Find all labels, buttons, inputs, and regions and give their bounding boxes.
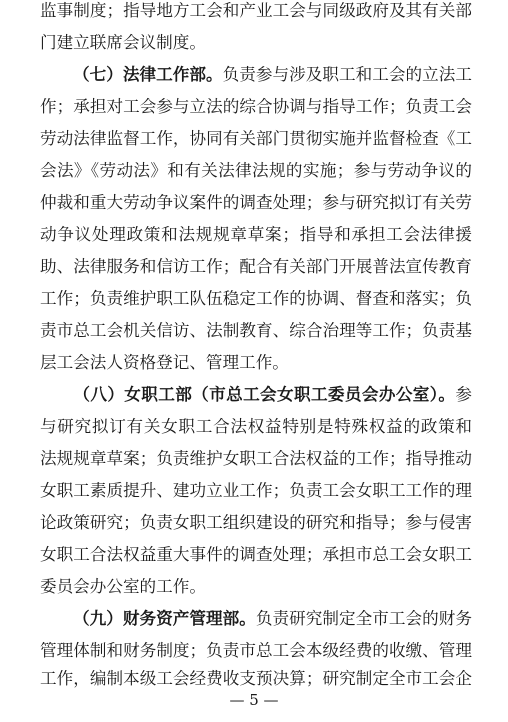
text-line: 作；承担对工会参与立法的综合协调与指导工作；负责工会 (40, 97, 472, 116)
text-line: 法规规章草案；负责维护女职工合法权益的工作；指导推动 (40, 449, 472, 468)
text-line: 仲裁和重大劳动争议案件的调查处理；参与研究拟订有关劳 (40, 193, 472, 212)
text-fragment: 参 (455, 385, 472, 404)
text-line: 女职工素质提升、建功立业工作；负责工会女职工工作的理 (40, 481, 472, 500)
text-line: 助、法律服务和信访工作；配合有关部门开展普法宣传教育 (40, 257, 472, 276)
page-number: — 5 — (229, 691, 279, 709)
text-line: 责市总工会机关信访、法制教育、综合治理等工作；负责基 (40, 321, 472, 340)
section-9-first-line (40, 604, 472, 634)
text-line: 论政策研究；负责女职工组织建设的研究和指导；参与侵害 (40, 513, 472, 532)
text-line: 动争议处理政策和法规规章草案；指导和承担工会法律援 (40, 225, 472, 244)
section-7-heading: （七）法律工作部。 (73, 65, 223, 84)
text-line: 监事制度；指导地方工会和产业工会与同级政府及其有关部 (40, 1, 472, 20)
text-line: 工作，编制本级工会经费收支预决算；研究制定全市工会企 (40, 669, 472, 688)
section-9-heading: （九）财务资产管理部。 (73, 609, 256, 628)
text-line: 女职工合法权益重大事件的调查处理；承担市总工会女职工 (40, 545, 472, 564)
text-fragment: 负责参与涉及职工和工会的立法工 (222, 65, 472, 84)
text-line: 委员会办公室的工作。 (40, 577, 206, 596)
section-7-first-line (40, 60, 472, 90)
text-line: 门建立联席会议制度。 (40, 33, 206, 52)
text-line: 管理体制和财务制度；负责市总工会本级经费的收缴、管理 (40, 641, 472, 660)
text-line: 层工会法人资格登记、管理工作。 (40, 353, 289, 372)
text-fragment: 负责研究制定全市工会的财务 (255, 609, 472, 628)
section-8-heading: （八）女职工部（市总工会女职工委员会办公室）。 (73, 385, 456, 404)
section-8-first-line (40, 380, 472, 410)
text-line: 劳动法律监督工作，协同有关部门贯彻实施并监督检查《工 (40, 129, 472, 148)
text-line: 与研究拟订有关女职工合法权益特别是特殊权益的政策和 (40, 417, 472, 436)
text-line: 会法》《劳动法》和有关法律法规的实施；参与劳动争议的 (40, 161, 472, 180)
text-line: 工作；负责维护职工队伍稳定工作的协调、督查和落实；负 (40, 289, 472, 308)
